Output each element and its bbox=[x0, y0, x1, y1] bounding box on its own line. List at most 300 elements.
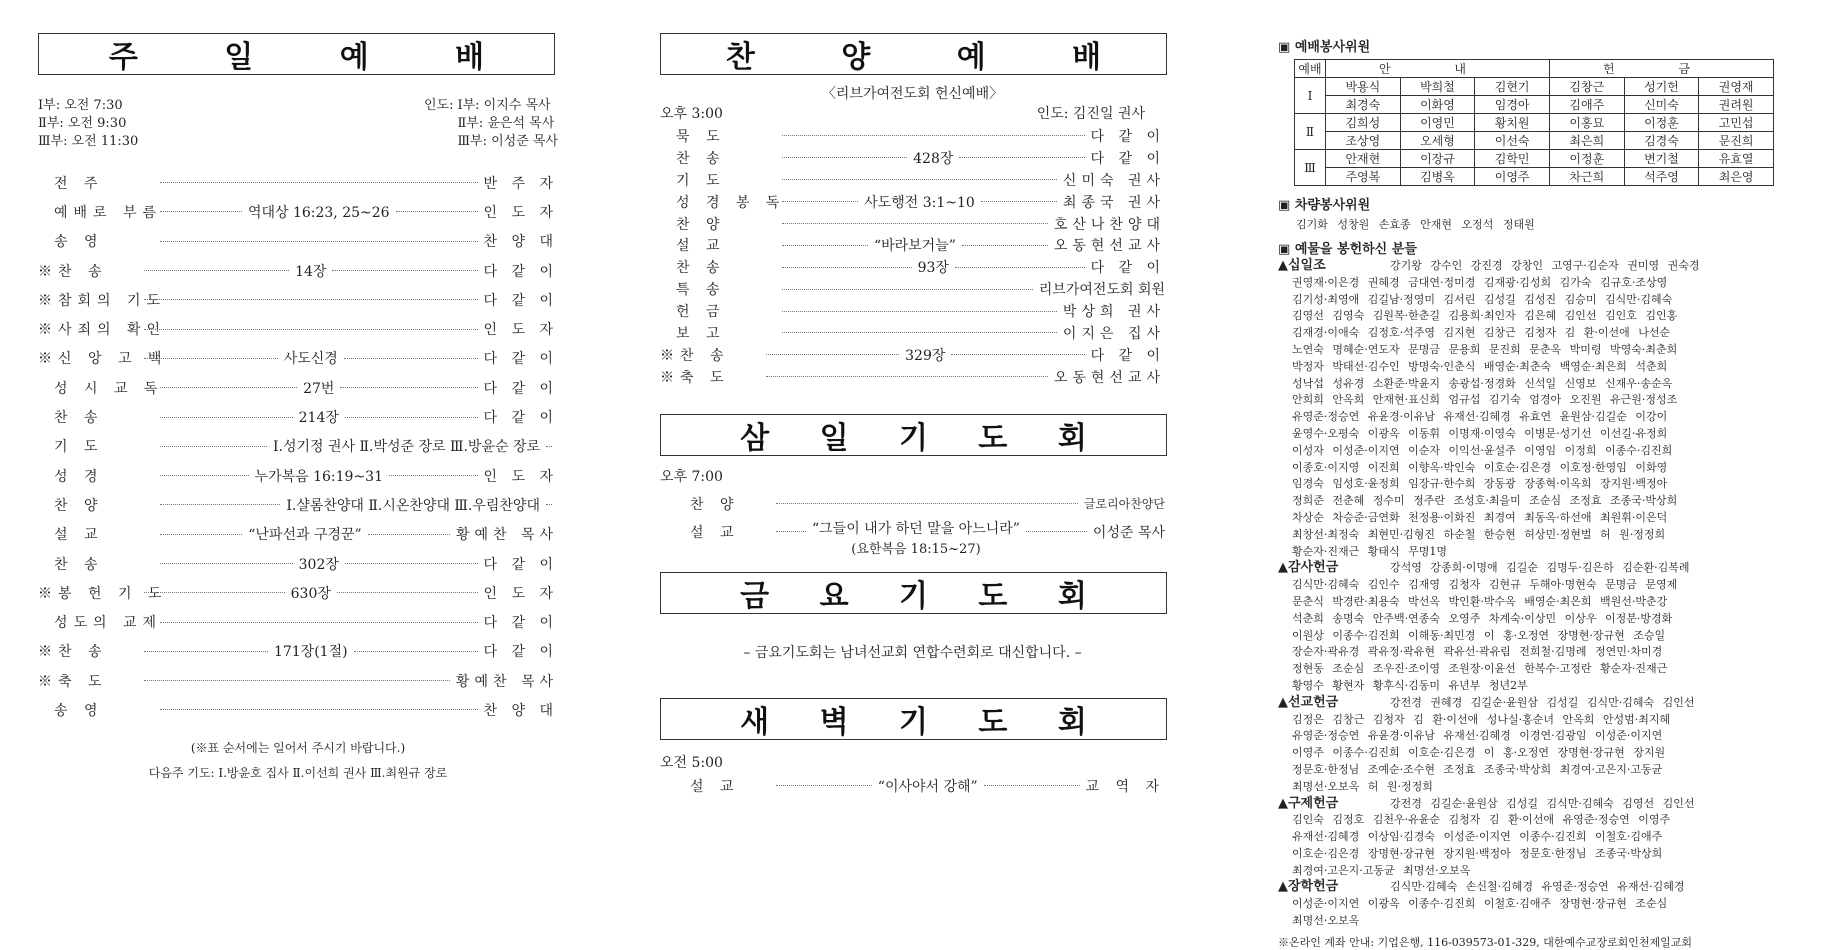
offering-line bbox=[1278, 896, 1798, 913]
offering-line bbox=[1278, 359, 1798, 376]
order-label: ※신 앙 고 백 bbox=[38, 351, 168, 368]
order-row bbox=[38, 402, 558, 431]
order-detail: 171장(1절) bbox=[273, 644, 348, 661]
dot-leader bbox=[776, 531, 806, 532]
order-row bbox=[660, 234, 1165, 256]
offering-line bbox=[1278, 476, 1798, 493]
order-label: 성 시 교 독 bbox=[54, 380, 164, 397]
offering-names: 문춘식 박경란·최용숙 박선옥 박인환·박수옥 배영순·최은희 백원선·박춘강 bbox=[1292, 594, 1668, 608]
wed-right-1: 글로리아찬양단 bbox=[1083, 497, 1165, 512]
dot-leader bbox=[144, 270, 289, 271]
volunteer-name: 이화영 bbox=[1400, 96, 1475, 114]
order-label: 헌 금 bbox=[676, 304, 726, 321]
friday-note: – 금요기도회는 남녀선교회 연합수련회로 대신합니다. – bbox=[743, 644, 1082, 661]
offerings-heading bbox=[1278, 238, 1798, 257]
table-row bbox=[1295, 150, 1774, 168]
offering-line bbox=[1278, 493, 1798, 510]
offering-groups bbox=[1278, 258, 1798, 930]
order-detail: 누가복음 16:19~31 bbox=[254, 468, 383, 485]
friday-prayer-title: 금 요 기 도 회 bbox=[660, 572, 1167, 614]
order-row bbox=[38, 314, 558, 343]
order-responsible: 황예찬 목사 bbox=[455, 673, 558, 690]
order-label: 찬 송 bbox=[54, 410, 104, 427]
dot-leader bbox=[782, 245, 868, 246]
leader-3: Ⅲ부: 이성준 목사 bbox=[457, 134, 558, 149]
order-row bbox=[660, 147, 1165, 169]
dot-leader bbox=[782, 179, 1057, 180]
volunteer-name: 석주영 bbox=[1624, 168, 1699, 186]
order-label: 성 경 봉 독 bbox=[676, 194, 786, 211]
order-label: 보 고 bbox=[676, 325, 726, 342]
wed-time: 오후 7:00 bbox=[660, 468, 723, 485]
dot-leader bbox=[345, 417, 478, 418]
offering-line bbox=[1278, 392, 1798, 409]
volunteers-offerings-column bbox=[1278, 0, 1798, 950]
next-week-prayer: 다음주 기도: Ⅰ.방윤호 집사 Ⅱ.이선희 권사 Ⅲ.최원규 장로 bbox=[148, 765, 448, 780]
offering-line bbox=[1278, 913, 1798, 930]
table-row bbox=[1295, 132, 1774, 150]
dot-leader bbox=[962, 245, 1048, 246]
offering-names: 최경여·고은지·고동균 최명선·오보옥 bbox=[1292, 863, 1471, 877]
table-header-cell: 안 내 bbox=[1326, 60, 1550, 78]
offering-names: 김인숙 김정호 김천우·유윤순 김청자 김 환·이선애 유영준·정승연 이영주 bbox=[1292, 813, 1671, 827]
offering-names: 노연숙 명혜순·연도자 문명금 문용희 문진희 문춘옥 박미령 박영숙·최춘희 bbox=[1292, 342, 1678, 356]
volunteer-name: 김병옥 bbox=[1400, 168, 1475, 186]
offering-names: 차상순 차승준·금연화 천정용·이화진 최경여 최동옥·하선애 최원휘·이은덕 bbox=[1292, 510, 1668, 524]
order-label: ※축 도 bbox=[660, 369, 730, 386]
offering-line bbox=[1278, 628, 1798, 645]
car-volunteer-names: 김기화 성창원 손효종 안재현 오정석 정태원 bbox=[1296, 218, 1535, 231]
order-label: 성 경 bbox=[54, 468, 104, 485]
order-detail: 302장 bbox=[298, 556, 339, 573]
offering-line bbox=[1278, 376, 1798, 393]
offering-line bbox=[1278, 661, 1798, 678]
volunteer-name: 권영재 bbox=[1699, 78, 1774, 96]
order-responsible: 다 같 이 bbox=[483, 380, 559, 397]
offering-line bbox=[1278, 527, 1798, 544]
volunteer-name: 최은희 bbox=[1549, 132, 1624, 150]
standing-note: (※표 순서에는 일어서 주시기 바랍니다.) bbox=[190, 740, 406, 755]
offering-names: 강전경 권혜경 김길순·윤원삼 김성길 김식만·김혜숙 김인선 bbox=[1390, 695, 1695, 709]
order-responsible: 찬 양 대 bbox=[483, 234, 558, 251]
offering-line bbox=[1278, 712, 1798, 729]
offering-names: 정희준 전춘혜 정수미 정주란 조성호·최을미 조순심 조정효 조종국·박상희 bbox=[1292, 494, 1678, 508]
dawn-label: 설 교 bbox=[690, 778, 740, 795]
wednesday-prayer-title: 삼 일 기 도 회 bbox=[660, 414, 1167, 456]
offering-names: 최창선·최정숙 최현민·김형진 하순철 한승현 허상민·정현벌 허 원·정정희 bbox=[1292, 527, 1666, 541]
volunteer-name: 박용식 bbox=[1326, 78, 1401, 96]
offering-names: 이성자 이성준·이지연 이순자 이익선·윤설주 이영임 이정희 이종수·김진희 bbox=[1292, 443, 1673, 457]
order-label: 묵 도 bbox=[676, 128, 726, 145]
volunteer-name: 이홍묘 bbox=[1549, 114, 1624, 132]
offering-line bbox=[1278, 812, 1798, 829]
volunteer-name: 이정훈 bbox=[1624, 114, 1699, 132]
offering-names: 이원상 이종수·김진희 이해동·최민경 이 홍·오정연 장명현·장규현 조승일 bbox=[1292, 628, 1666, 642]
offering-names: 김재경·이애숙 김정호·석주영 김지현 김창근 김청자 김 환·이선애 나선순 bbox=[1292, 326, 1671, 340]
volunteer-name: 이장규 bbox=[1400, 150, 1475, 168]
order-label: 예배로 부름 bbox=[54, 204, 163, 221]
order-label: 송 영 bbox=[54, 702, 104, 719]
order-detail: 428장 bbox=[913, 150, 954, 167]
volunteer-name: 김경숙 bbox=[1624, 132, 1699, 150]
offering-category: ▲장학헌금 bbox=[1278, 879, 1339, 895]
car-volunteers-title: 차량봉사위원 bbox=[1294, 198, 1371, 213]
table-row bbox=[1295, 114, 1774, 132]
order-label: 송 영 bbox=[54, 234, 104, 251]
order-label: ※찬 송 bbox=[660, 347, 730, 364]
dot-leader bbox=[368, 534, 450, 535]
order-responsible: 다 같 이 bbox=[483, 292, 558, 309]
dot-leader bbox=[160, 446, 267, 447]
part-cell: Ⅱ bbox=[1295, 114, 1326, 150]
dot-leader bbox=[160, 182, 478, 183]
order-row bbox=[38, 256, 558, 285]
leader-1: Ⅰ부: 이지수 목사 bbox=[457, 98, 551, 113]
order-responsible: 인 도 자 bbox=[483, 468, 559, 485]
order-label: 성도의 교제 bbox=[54, 615, 163, 632]
order-label: 찬 양 bbox=[54, 497, 104, 514]
dot-leader bbox=[144, 329, 478, 330]
offering-line bbox=[1278, 258, 1798, 275]
order-label: ※참회의 기도 bbox=[38, 292, 167, 309]
offering-names: 석춘희 송명숙 안주백·연종숙 오영주 차계숙·이상민 이상우 이정분·방경화 bbox=[1292, 611, 1673, 625]
table-header-cell: 헌 금 bbox=[1549, 60, 1773, 78]
volunteer-name: 변기철 bbox=[1624, 150, 1699, 168]
offering-line bbox=[1278, 460, 1798, 477]
order-responsible: 리브가여전도회 회원 bbox=[1038, 282, 1165, 299]
offering-names: 이호순·김은경 장명현·장규현 장지원·백정아 정문호·한정님 조종국·박상희 bbox=[1292, 846, 1663, 860]
sunday-worship-column bbox=[38, 0, 558, 781]
offering-names: 이영주 이종수·김진희 이호순·김은경 이 홍·오정연 장명현·장규현 장지원 bbox=[1292, 746, 1666, 760]
order-label: 설 교 bbox=[54, 527, 104, 544]
order-row bbox=[38, 578, 558, 607]
offering-line bbox=[1278, 695, 1798, 712]
order-label: 전 주 bbox=[54, 175, 104, 192]
order-row bbox=[660, 256, 1165, 278]
volunteer-name: 임경아 bbox=[1475, 96, 1550, 114]
offering-line bbox=[1278, 846, 1798, 863]
offering-names: 김영선 김영숙 김원복·한춘길 김용희·최인자 김은혜 김인선 김인호 김인홍 bbox=[1292, 309, 1678, 323]
volunteer-name: 황치원 bbox=[1475, 114, 1550, 132]
part-cell: Ⅰ bbox=[1295, 78, 1326, 114]
order-responsible: 인 도 자 bbox=[483, 204, 558, 221]
leader-2: Ⅱ부: 윤은석 목사 bbox=[457, 116, 555, 131]
order-row bbox=[660, 191, 1165, 213]
dot-leader bbox=[160, 417, 293, 418]
order-detail: 630장 bbox=[290, 585, 331, 602]
order-row bbox=[38, 285, 558, 314]
order-row bbox=[660, 169, 1165, 191]
offering-names: 황순자·진재근 황태식 무명1명 bbox=[1292, 544, 1447, 558]
wed-sermon-row bbox=[660, 518, 1165, 558]
dot-leader bbox=[160, 241, 478, 242]
dot-leader bbox=[546, 504, 552, 505]
dot-leader bbox=[776, 785, 872, 786]
wed-label-2: 설 교 bbox=[690, 524, 740, 541]
dot-leader bbox=[782, 267, 912, 268]
volunteer-name: 최은영 bbox=[1699, 168, 1774, 186]
dot-leader bbox=[766, 376, 1048, 377]
volunteer-name: 문진희 bbox=[1699, 132, 1774, 150]
offering-line bbox=[1278, 560, 1798, 577]
service-volunteers-table bbox=[1294, 59, 1774, 186]
offering-category: ▲구제헌금 bbox=[1278, 795, 1339, 811]
offering-names: 김식만·김혜숙 김인수 김재영 김청자 김현규 두해아·명현숙 문명금 문영제 bbox=[1292, 578, 1678, 592]
praise-leader: 인도: 김진일 권사 bbox=[1036, 106, 1145, 122]
offering-names: 정현동 조순심 조우진·조이영 조원장·이윤선 한복수·고정란 황순자·진재근 bbox=[1292, 662, 1668, 676]
offering-names: 김식만·김혜숙 손신철·김혜경 유영준·정승연 유재선·김혜경 bbox=[1390, 880, 1685, 894]
order-label: 기 도 bbox=[676, 172, 726, 189]
offering-line bbox=[1278, 829, 1798, 846]
volunteer-name: 안재현 bbox=[1326, 150, 1401, 168]
order-label: 특 송 bbox=[676, 282, 726, 299]
order-detail: 329장 bbox=[905, 347, 946, 364]
order-responsible: 황예찬 목사 bbox=[455, 527, 559, 544]
wed-sermon-title: “그들이 내가 하던 말을 아느니라” bbox=[812, 520, 1020, 537]
dot-leader bbox=[782, 332, 1057, 333]
dot-leader bbox=[160, 211, 242, 212]
order-label: ※찬 송 bbox=[38, 263, 108, 280]
dot-leader bbox=[782, 223, 1048, 224]
dot-leader bbox=[959, 157, 1084, 158]
offering-names: 김기성·최영애 김길남·정영미 김서린 김성길 김성진 김승미 김식만·김혜숙 bbox=[1292, 292, 1673, 306]
order-row bbox=[38, 607, 558, 636]
offering-names: 김정은 김창근 김청자 김 환·이선애 성나실·홍순녀 안옥희 안성범·최지혜 bbox=[1292, 712, 1671, 726]
dot-leader bbox=[160, 387, 297, 388]
order-label: 기 도 bbox=[54, 439, 104, 456]
volunteer-name: 이정훈 bbox=[1549, 150, 1624, 168]
order-responsible: 다 같 이 bbox=[1090, 260, 1166, 277]
order-detail: 214장 bbox=[298, 410, 339, 427]
order-detail: Ⅰ.성기정 권사 Ⅱ.박성준 장로 Ⅲ.방윤순 장로 bbox=[272, 439, 540, 456]
offering-names: 안희희 안옥희 안재현·표신희 엄규섭 김기숙 엄경아 오진원 유근원·정성조 bbox=[1292, 393, 1678, 407]
table-row bbox=[1295, 78, 1774, 96]
order-row bbox=[660, 366, 1165, 388]
dot-leader bbox=[354, 651, 478, 652]
dot-leader bbox=[160, 622, 478, 623]
offering-line bbox=[1278, 728, 1798, 745]
order-row bbox=[38, 227, 558, 256]
offering-category: ▲십일조 bbox=[1278, 258, 1326, 273]
order-detail: 27번 bbox=[303, 380, 335, 397]
order-detail: 역대상 16:23, 25~26 bbox=[247, 204, 390, 221]
volunteer-name: 김현기 bbox=[1475, 78, 1550, 96]
offering-line bbox=[1278, 292, 1798, 309]
offering-line bbox=[1278, 863, 1798, 880]
service-time-2: Ⅱ부: 오전 9:30 bbox=[38, 116, 127, 131]
dot-leader bbox=[782, 157, 907, 158]
offerings-title: 예물을 봉헌하신 분들 bbox=[1294, 242, 1417, 257]
praise-time: 오후 3:00 bbox=[660, 106, 723, 122]
volunteer-name: 박희철 bbox=[1400, 78, 1475, 96]
offering-line bbox=[1278, 779, 1798, 796]
offering-names: 정문호·한정님 조예순·조수현 조정효 조종국·박상희 최경여·고은지·고동균 bbox=[1292, 762, 1663, 776]
wed-sermon-scripture: (요한복음 18:15~27) bbox=[851, 541, 981, 557]
volunteer-name: 주영복 bbox=[1326, 168, 1401, 186]
dot-leader bbox=[144, 299, 478, 300]
service-volunteers-heading bbox=[1278, 36, 1798, 55]
offering-line bbox=[1278, 443, 1798, 460]
order-responsible: 다 같 이 bbox=[483, 410, 559, 427]
offering-line bbox=[1278, 325, 1798, 342]
offering-names: 임경숙 임성호·윤정희 임장규·한수희 장동광 장종혁·이옥희 장지원·백정아 bbox=[1292, 477, 1668, 491]
order-responsible: 호산나찬양대 bbox=[1053, 216, 1165, 233]
offering-names: 유영준·정승연 유윤경·이유남 유재선·김혜경 이경연·김광임 이성준·이지연 bbox=[1292, 729, 1663, 743]
offering-line bbox=[1278, 544, 1798, 561]
dot-leader bbox=[546, 446, 552, 447]
offering-line bbox=[1278, 745, 1798, 762]
table-row bbox=[1295, 96, 1774, 114]
volunteer-name: 김애주 bbox=[1549, 96, 1624, 114]
volunteer-name: 김창근 bbox=[1549, 78, 1624, 96]
order-responsible: 반 주 자 bbox=[483, 175, 558, 192]
praise-worship-title: 찬 양 예 배 bbox=[660, 33, 1167, 75]
order-responsible: 찬 양 대 bbox=[483, 702, 558, 719]
dot-leader bbox=[984, 785, 1080, 786]
dawn-prayer-title: 새 벽 기 도 회 bbox=[660, 698, 1167, 740]
online-account-info: ※온라인 계좌 안내: 기업은행, 116-039573-01-329, 대한예수교장로회인천제일교회 bbox=[1278, 935, 1692, 949]
dawn-order-row bbox=[660, 774, 1165, 798]
order-responsible: 오동현선교사 bbox=[1053, 238, 1165, 255]
order-responsible: 다 같 이 bbox=[483, 644, 558, 661]
dot-leader bbox=[951, 354, 1084, 355]
order-label: ※봉 헌 기 도 bbox=[38, 585, 168, 602]
order-detail: 93장 bbox=[917, 260, 949, 277]
order-label: 찬 송 bbox=[676, 150, 726, 167]
car-volunteers-heading bbox=[1278, 194, 1798, 213]
order-row bbox=[660, 300, 1165, 322]
order-label: ※사죄의 확인 bbox=[38, 322, 167, 339]
order-row bbox=[660, 322, 1165, 344]
dot-leader bbox=[144, 651, 268, 652]
order-row bbox=[38, 695, 558, 724]
volunteer-name: 오세형 bbox=[1400, 132, 1475, 150]
sunday-order-list bbox=[38, 168, 558, 725]
dawn-right: 교 역 자 bbox=[1085, 778, 1165, 795]
evening-services-column bbox=[660, 0, 1165, 798]
order-row bbox=[38, 520, 558, 549]
order-row bbox=[38, 490, 558, 519]
dot-leader bbox=[766, 354, 899, 355]
table-header-cell: 예배 bbox=[1295, 60, 1326, 78]
table-row bbox=[1295, 168, 1774, 186]
table-header-row bbox=[1295, 60, 1774, 78]
order-responsible: 박상희 권사 bbox=[1062, 304, 1165, 321]
dot-leader bbox=[782, 135, 1085, 136]
order-detail: Ⅰ.샬롬찬양대 Ⅱ.시온찬양대 Ⅲ.우림찬양대 bbox=[286, 497, 540, 514]
dawn-time: 오전 5:00 bbox=[660, 754, 723, 771]
order-responsible: 다 같 이 bbox=[1090, 347, 1166, 364]
volunteer-name: 조상영 bbox=[1326, 132, 1401, 150]
dot-leader bbox=[144, 358, 278, 359]
order-row bbox=[660, 344, 1165, 366]
dot-leader bbox=[337, 592, 478, 593]
dot-leader bbox=[1026, 531, 1087, 532]
dot-leader bbox=[144, 680, 450, 681]
volunteer-name: 이선숙 bbox=[1475, 132, 1550, 150]
service-leaders bbox=[424, 97, 558, 151]
volunteer-name: 김학민 bbox=[1475, 150, 1550, 168]
order-detail: “바라보거늘” bbox=[873, 238, 956, 255]
square-bullet-icon: ▣ bbox=[1278, 40, 1295, 55]
dot-leader bbox=[160, 563, 293, 564]
order-row bbox=[38, 168, 558, 197]
order-responsible: 다 같 이 bbox=[483, 263, 559, 280]
dot-leader bbox=[160, 475, 249, 476]
order-responsible: 다 같 이 bbox=[483, 556, 559, 573]
dot-leader bbox=[955, 267, 1085, 268]
service-times bbox=[38, 97, 558, 151]
offering-names: 성낙섭 성유경 소환준·박윤지 송광섭·정경화 신석일 신영보 신재우·송순옥 bbox=[1292, 376, 1673, 390]
offering-names: 유재선·김혜경 이상임·김경숙 이성준·이지연 이종수·김진희 이철호·김애주 bbox=[1292, 830, 1663, 844]
order-row bbox=[38, 666, 558, 695]
offering-line bbox=[1278, 644, 1798, 661]
offering-line bbox=[1278, 796, 1798, 813]
order-detail: 사도행전 3:1~10 bbox=[864, 194, 975, 211]
order-row bbox=[38, 197, 558, 226]
offering-category: ▲선교헌금 bbox=[1278, 694, 1339, 710]
offering-names: 이성준·이지연 이광옥 이종수·김진희 이철호·김애주 장명현·장규현 조순심 bbox=[1292, 897, 1668, 911]
sunday-worship-title: 주 일 예 배 bbox=[38, 33, 555, 75]
offering-names: 장순자·곽유경 곽유정·곽유현 곽유선·곽유림 전희철·김명례 정연민·차미경 bbox=[1292, 645, 1663, 659]
wed-order-row bbox=[660, 490, 1165, 518]
wed-right-2: 이성준 목사 bbox=[1092, 524, 1165, 541]
offering-line bbox=[1278, 611, 1798, 628]
order-responsible: 최종국 권사 bbox=[1062, 194, 1166, 211]
square-bullet-icon: ▣ bbox=[1278, 198, 1295, 213]
order-row bbox=[38, 344, 558, 373]
order-row bbox=[660, 213, 1165, 235]
volunteer-name: 권려원 bbox=[1699, 96, 1774, 114]
order-detail: “난파선과 구경꾼” bbox=[248, 527, 362, 544]
offering-line bbox=[1278, 762, 1798, 779]
offering-names: 유영준·정승연 유윤경·이유남 유재선·김혜경 유효연 윤원삼·김길순 이강이 bbox=[1292, 410, 1668, 424]
offering-names: 최명선·오보옥 bbox=[1292, 914, 1360, 928]
order-label: 찬 양 bbox=[676, 216, 726, 233]
order-responsible: 이지은 집사 bbox=[1062, 325, 1165, 342]
order-row bbox=[38, 373, 558, 402]
order-responsible: 다 같 이 bbox=[1090, 150, 1166, 167]
offering-category: ▲감사헌금 bbox=[1278, 560, 1339, 576]
offering-line bbox=[1278, 879, 1798, 896]
dot-leader bbox=[782, 311, 1057, 312]
wed-sermon-text bbox=[812, 518, 1020, 557]
service-time-3: Ⅲ부: 오전 11:30 bbox=[38, 134, 139, 149]
order-label: 찬 송 bbox=[676, 260, 726, 277]
offering-line bbox=[1278, 342, 1798, 359]
praise-time-row bbox=[660, 103, 1165, 123]
volunteer-name: 성기헌 bbox=[1624, 78, 1699, 96]
offering-names: 최명선·오보옥 허 원·정정희 bbox=[1292, 779, 1433, 793]
dot-leader bbox=[332, 270, 477, 271]
offering-names: 황영수 황현자 황후식·김동미 유년부 청년2부 bbox=[1292, 678, 1528, 692]
dot-leader bbox=[160, 709, 478, 710]
dot-leader bbox=[776, 503, 1078, 504]
offering-names: 강기왕 강수인 강진경 강창인 고영구·김순자 권미영 권숙경 bbox=[1390, 259, 1700, 272]
offering-line bbox=[1278, 577, 1798, 594]
order-responsible: 인 도 자 bbox=[483, 585, 559, 602]
offering-names: 이종호·이지영 이진희 이향옥·박인숙 이호순·김은경 이호정·한영임 이화영 bbox=[1292, 460, 1668, 474]
dot-leader bbox=[344, 358, 478, 359]
offering-line bbox=[1278, 308, 1798, 325]
order-responsible: 다 같 이 bbox=[1090, 128, 1165, 145]
order-detail: 14장 bbox=[295, 263, 327, 280]
order-label: 찬 송 bbox=[54, 556, 104, 573]
dot-leader bbox=[782, 201, 858, 202]
order-responsible: 인 도 자 bbox=[483, 322, 558, 339]
offering-names: 권영재·이은경 권혜경 금대연·정미경 김재광·김성희 김가숙 김규호·조상영 bbox=[1292, 275, 1668, 289]
leader-list bbox=[457, 97, 558, 151]
